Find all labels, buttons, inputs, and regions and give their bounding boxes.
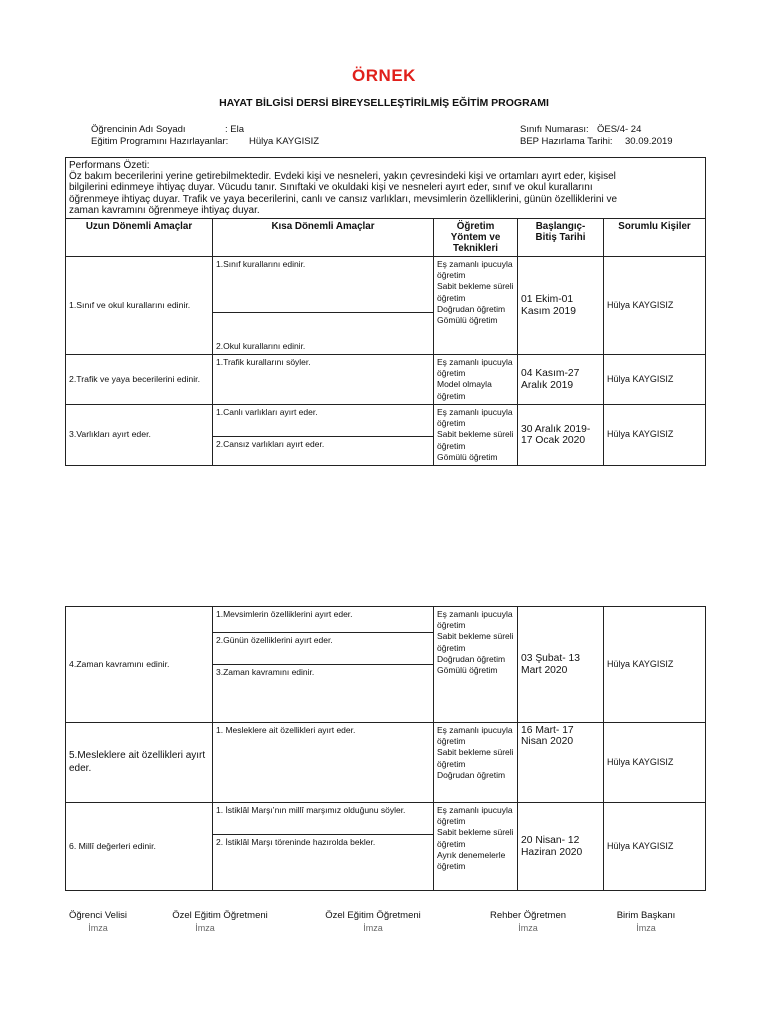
short-term-goal: 1. Mesleklere ait özellikleri ayırt eder.	[213, 723, 434, 803]
table-row	[66, 405, 706, 437]
responsible-person: Hülya KAYGISIZ	[604, 723, 706, 803]
table-row	[66, 723, 706, 803]
responsible-person: Hülya KAYGISIZ	[604, 803, 706, 891]
header-date-line: Başlangıç-	[535, 221, 586, 233]
method-item: Gömülü öğretim	[437, 665, 498, 676]
performance-line: zaman kavramını öğrenmeye ihtiyaç duyar.	[69, 204, 260, 216]
method-item: Doğrudan öğretim	[437, 653, 506, 664]
method-item: Ayrık denemelerle öğretim	[437, 849, 506, 872]
preparer-label: Eğitim Programını Hazırlayanlar:	[91, 136, 229, 147]
performance-label: Performans Özeti:	[69, 160, 150, 171]
bep-date-label: BEP Hazırlama Tarihi:	[520, 136, 613, 147]
header-method-line: Yöntem ve	[450, 232, 501, 244]
bep-date-value: 30.09.2019	[625, 136, 673, 147]
signature-role: Özel Eğitim Öğretmeni	[172, 910, 268, 921]
method-item: Eş zamanlı ipucuyla öğretim	[437, 259, 513, 281]
signature-role: Birim Başkanı	[616, 910, 676, 921]
performance-line: öğrenmeye ihtiyaç duyar. Trafik ve yaya becerilerini, canlı ve cansız varlıkları, mevsimlerin özelliklerini, günün özelliklerini ve	[69, 193, 618, 205]
short-term-goal: 3.Zaman kavramını edinir.	[213, 665, 434, 723]
header-method	[434, 219, 518, 257]
signature-line: İmza	[88, 923, 108, 933]
method-item: Gömülü öğretim	[437, 315, 498, 326]
method-item: Sabit bekleme süreli öğretim	[437, 631, 514, 653]
signature-role: Öğrenci Velisi	[68, 910, 128, 921]
date-range: 30 Aralık 2019-17 Ocak 2020	[518, 405, 604, 466]
signature-block	[160, 910, 280, 933]
signature-line: İmza	[195, 923, 215, 933]
long-term-goal: 2.Trafik ve yaya becerilerini edinir.	[66, 355, 213, 405]
method-cell	[434, 257, 518, 355]
class-value: ÖES/4- 24	[597, 124, 642, 135]
method-item: Sabit bekleme süreli öğretim	[437, 429, 514, 451]
header-responsible: Sorumlu Kişiler	[604, 219, 706, 257]
signature-role: Özel Eğitim Öğretmeni	[325, 910, 421, 921]
responsible-person: Hülya KAYGISIZ	[604, 257, 706, 355]
date-range: 20 Nisan- 12 Haziran 2020	[518, 803, 604, 891]
header-method-line: Öğretim	[456, 221, 495, 233]
preparer-value: Hülya KAYGISIZ	[249, 136, 320, 147]
short-term-goal: 1.Trafik kurallarını söyler.	[213, 355, 434, 405]
method-item: Eş zamanlı ipucuyla öğretim	[437, 407, 513, 429]
method-item: Eş zamanlı ipucuyla öğretim	[437, 805, 513, 827]
table-row	[66, 355, 706, 405]
header-short-term: Kısa Dönemli Amaçlar	[213, 219, 434, 257]
signature-line: İmza	[518, 923, 538, 933]
bep-table-1	[65, 157, 706, 466]
header-date	[518, 219, 604, 257]
short-term-goal: 2.Okul kurallarını edinir.	[213, 313, 434, 355]
method-item: Eş zamanlı ipucuyla öğretim	[437, 357, 513, 379]
method-cell	[434, 355, 518, 405]
signature-block	[602, 910, 690, 933]
class-label: Sınıfı Numarası:	[520, 124, 589, 135]
table-row	[66, 803, 706, 835]
bep-table-2	[65, 606, 706, 891]
signature-line: İmza	[363, 923, 383, 933]
performance-line: bilgilerini edinmeye ihtiyaç duyar. Vücudu tanır. Sınıftaki ve okuldaki kişi ve nesneleri ayırt eder, sınıf ve okul kurallarını	[69, 182, 593, 194]
table-row	[66, 607, 706, 633]
method-cell	[434, 607, 518, 723]
signature-block	[313, 910, 433, 933]
short-term-goal: 2.Günün özelliklerini ayırt eder.	[213, 633, 434, 665]
signature-role: Rehber Öğretmen	[489, 910, 567, 921]
short-term-goal: 1.Mevsimlerin özelliklerini ayırt eder.	[213, 607, 434, 633]
responsible-person: Hülya KAYGISIZ	[604, 607, 706, 723]
header-method-line: Teknikleri	[452, 243, 498, 255]
long-term-goal: 5.Mesleklere ait özellikleri ayırt eder.	[66, 723, 213, 803]
short-term-goal: 2. İstiklâl Marşı töreninde hazırolda bekler.	[213, 835, 434, 891]
short-term-goal: 1. İstiklâl Marşı’nın millî marşımız olduğunu söyler.	[213, 803, 434, 835]
responsible-person: Hülya KAYGISIZ	[604, 405, 706, 466]
long-term-goal: 1.Sınıf ve okul kurallarını edinir.	[66, 257, 213, 355]
signature-block	[476, 910, 580, 933]
document-title: HAYAT BİLGİSİ DERSİ BİREYSELLEŞTİRİLMİŞ EĞİTİM PROGRAMI	[219, 97, 549, 109]
method-cell	[434, 803, 518, 891]
method-item: Sabit bekleme süreli öğretim	[437, 281, 514, 303]
method-item: Eş zamanlı ipucuyla öğretim	[437, 609, 513, 631]
ornek-label: ÖRNEK	[352, 66, 416, 85]
table-row	[66, 257, 706, 313]
method-item: Eş zamanlı ipucuyla öğretim	[437, 725, 513, 747]
signature-line: İmza	[636, 923, 656, 933]
date-range: 03 Şubat- 13 Mart 2020	[518, 607, 604, 723]
long-term-goal: 3.Varlıkları ayırt eder.	[66, 405, 213, 466]
method-cell	[434, 723, 518, 803]
short-term-goal: 1.Sınıf kurallarını edinir.	[213, 257, 434, 313]
responsible-person: Hülya KAYGISIZ	[604, 355, 706, 405]
date-range: 04 Kasım-27 Aralık 2019	[518, 355, 604, 405]
header-long-term: Uzun Dönemli Amaçlar	[66, 219, 213, 257]
method-item: Sabit bekleme süreli öğretim	[437, 747, 514, 769]
method-item: Gömülü öğretim	[437, 451, 498, 462]
performance-line: Öz bakım becerilerini yerine getirebilmektedir. Evdeki kişi ve nesneleri, yakın çevresindeki kişi ve ortamları ayırt eder, kişisel	[69, 171, 616, 183]
method-item: Doğrudan öğretim	[437, 303, 506, 314]
date-range: 16 Mart- 17 Nisan 2020	[518, 723, 604, 803]
method-item: Doğrudan öğretim	[437, 769, 506, 780]
method-item: Sabit bekleme süreli öğretim	[437, 827, 514, 849]
method-item: Model olmayla öğretim	[437, 379, 492, 401]
performance-summary	[66, 158, 706, 219]
student-value: : Ela	[225, 124, 245, 135]
header-date-line: Bitiş Tarihi	[535, 232, 586, 244]
date-range: 01 Ekim-01 Kasım 2019	[518, 257, 604, 355]
method-cell	[434, 405, 518, 466]
short-term-goal: 1.Canlı varlıkları ayırt eder.	[213, 405, 434, 437]
long-term-goal: 4.Zaman kavramını edinir.	[66, 607, 213, 723]
student-label: Öğrencinin Adı Soyadı	[91, 124, 186, 135]
short-term-goal: 2.Cansız varlıkları ayırt eder.	[213, 436, 434, 465]
long-term-goal: 6. Millî değerleri edinir.	[66, 803, 213, 891]
